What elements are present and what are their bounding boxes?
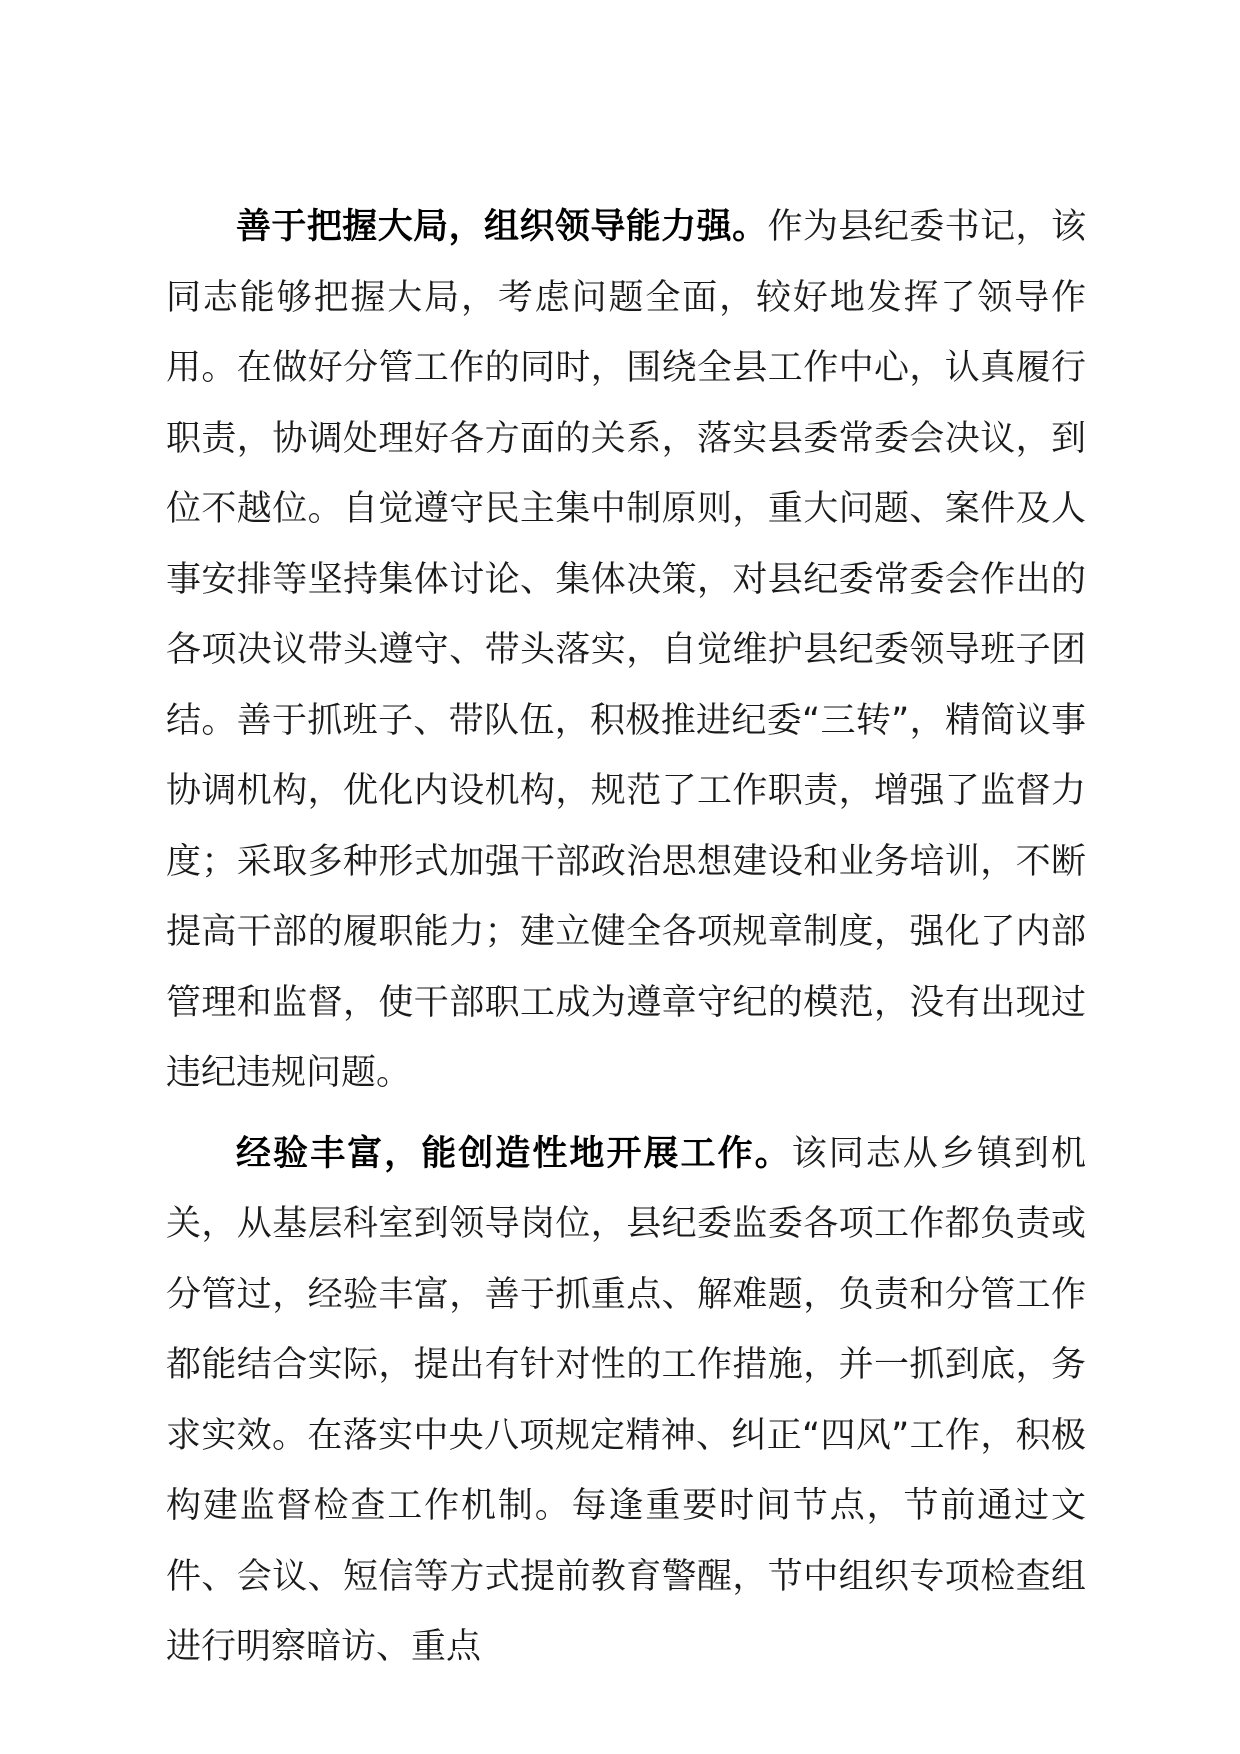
paragraph-lead: 善于把握大局，组织领导能力强。 <box>236 207 768 247</box>
paragraph-leadership <box>166 192 1086 1109</box>
paragraph-lead: 经验丰富，能创造性地开展工作。 <box>236 1133 792 1174</box>
paragraph-body: 该同志从乡镇到机关，从基层科室到领导岗位，县纪委监委各项工作都负责或分管过，经验丰富，善于抓重点、解难题，负责和分管工作都能结合实际，提出有针对性的工作措施，并一抓到底，务求实效。在落实中央八项规定精神、纠正“四风”工作，积极构建监督检查工作机制。每逢重要时间节点，节前通过文件、会议、短信等方式提前教育警醒，节中组织专项检查组进行明察暗访、重点 <box>166 1133 1086 1667</box>
paragraph-experience <box>166 1119 1086 1683</box>
paragraph-body: 作为县纪委书记，该同志能够把握大局，考虑问题全面，较好地发挥了领导作用。在做好分管工作的同时，围绕全县工作中心，认真履行职责，协调处理好各方面的关系，落实县委常委会决议，到位不越位。自觉遵守民主集中制原则，重大问题、案件及人事安排等坚持集体讨论、集体决策，对县纪委常委会作出的各项决议带头遵守、带头落实，自觉维护县纪委领导班子团结。善于抓班子、带队伍，积极推进纪委“三转”，精简议事协调机构，优化内设机构，规范了工作职责，增强了监督力度；采取多种形式加强干部政治思想建设和业务培训，不断提高干部的履职能力；建立健全各项规章制度，强化了内部管理和监督，使干部职工成为遵章守纪的模范，没有出现过违纪违规问题。 <box>166 207 1086 1093</box>
document-page <box>166 192 1086 1683</box>
